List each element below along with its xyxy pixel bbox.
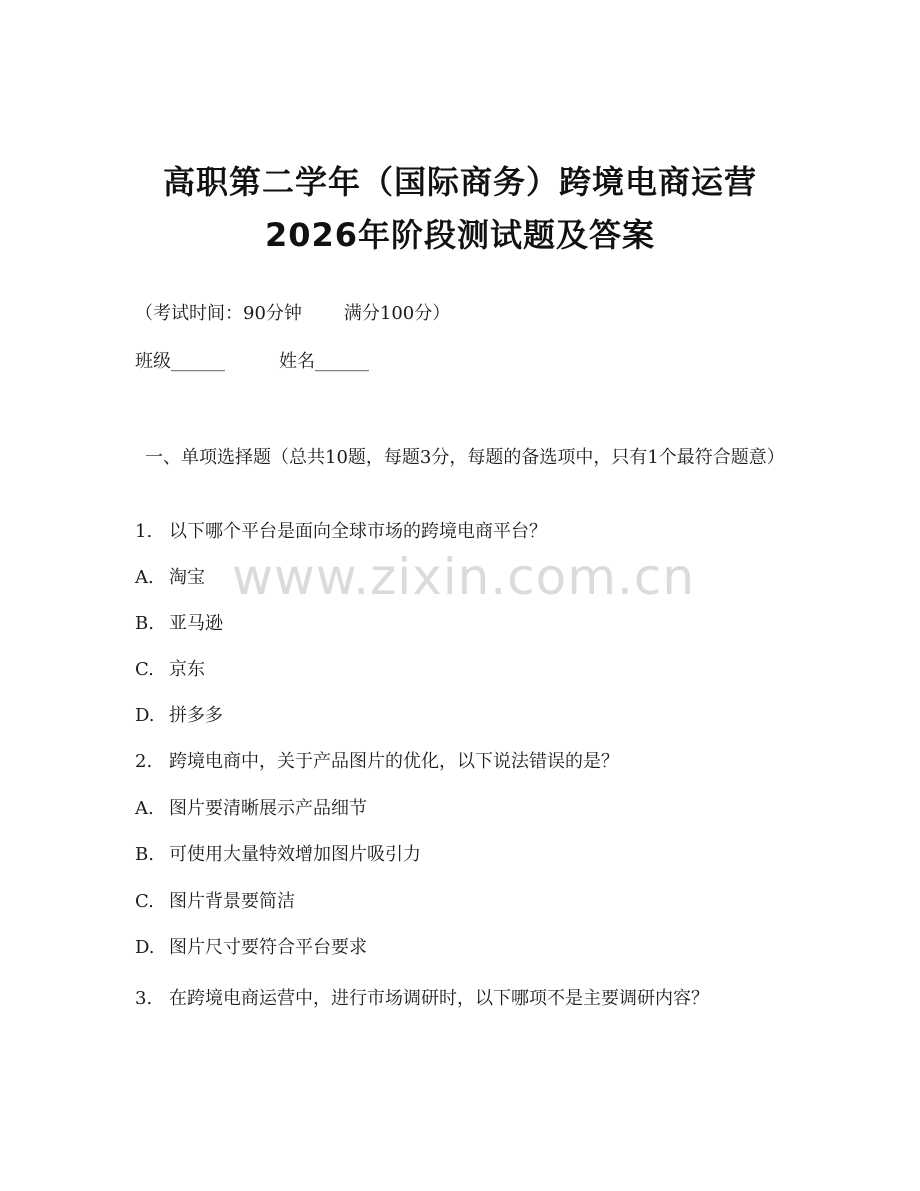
question-text: 在跨境电商运营中，进行市场调研时，以下哪项不是主要调研内容？: [169, 988, 709, 1009]
full-score: 满分100分）: [343, 303, 451, 324]
question-text: 跨境电商中，关于产品图片的优化，以下说法错误的是？: [169, 751, 619, 772]
question-number: 2.: [135, 751, 153, 772]
option-letter: A.: [135, 567, 154, 588]
option-text: 京东: [169, 659, 205, 680]
question-3: [135, 984, 785, 1013]
option-letter: A.: [135, 798, 154, 819]
option-letter: B.: [135, 613, 154, 634]
question-number: 3.: [135, 988, 153, 1009]
option-1b: [135, 612, 223, 636]
option-1c: [135, 658, 205, 682]
document-title-line-2: 2026年阶段测试题及答案: [264, 216, 656, 254]
document-title-line-1: 高职第二学年（国际商务）跨境电商运营: [162, 163, 757, 201]
option-letter: C.: [135, 891, 154, 912]
class-field: 班级______: [135, 351, 225, 372]
option-text: 淘宝: [169, 567, 205, 588]
section-heading: 一、单项选择题（总共10题，每题3分，每题的备选项中，只有1个最符合题意）: [145, 447, 785, 468]
option-text: 图片背景要简洁: [169, 891, 295, 912]
exam-time: （考试时间：90分钟: [135, 303, 302, 324]
option-letter: D.: [135, 937, 155, 958]
option-2d: [135, 936, 367, 960]
exam-info: [135, 302, 450, 326]
option-letter: D.: [135, 705, 155, 726]
question-text: 以下哪个平台是面向全球市场的跨境电商平台？: [169, 521, 547, 542]
watermark: www.zixin.com.cn: [232, 548, 696, 606]
option-text: 亚马逊: [169, 613, 223, 634]
option-2b: [135, 843, 421, 867]
option-text: 可使用大量特效增加图片吸引力: [169, 844, 421, 865]
question-2: [135, 750, 619, 774]
option-letter: C.: [135, 659, 154, 680]
option-1d: [135, 704, 223, 728]
option-2a: [135, 797, 367, 821]
option-text: 图片尺寸要符合平台要求: [169, 937, 367, 958]
option-letter: B.: [135, 844, 154, 865]
student-info: [135, 350, 369, 374]
name-field: 姓名______: [279, 351, 369, 372]
question-1: [135, 520, 547, 544]
option-text: 拼多多: [169, 705, 223, 726]
option-2c: [135, 890, 295, 914]
question-number: 1.: [135, 521, 153, 542]
option-text: 图片要清晰展示产品细节: [169, 798, 367, 819]
option-1a: [135, 566, 205, 590]
